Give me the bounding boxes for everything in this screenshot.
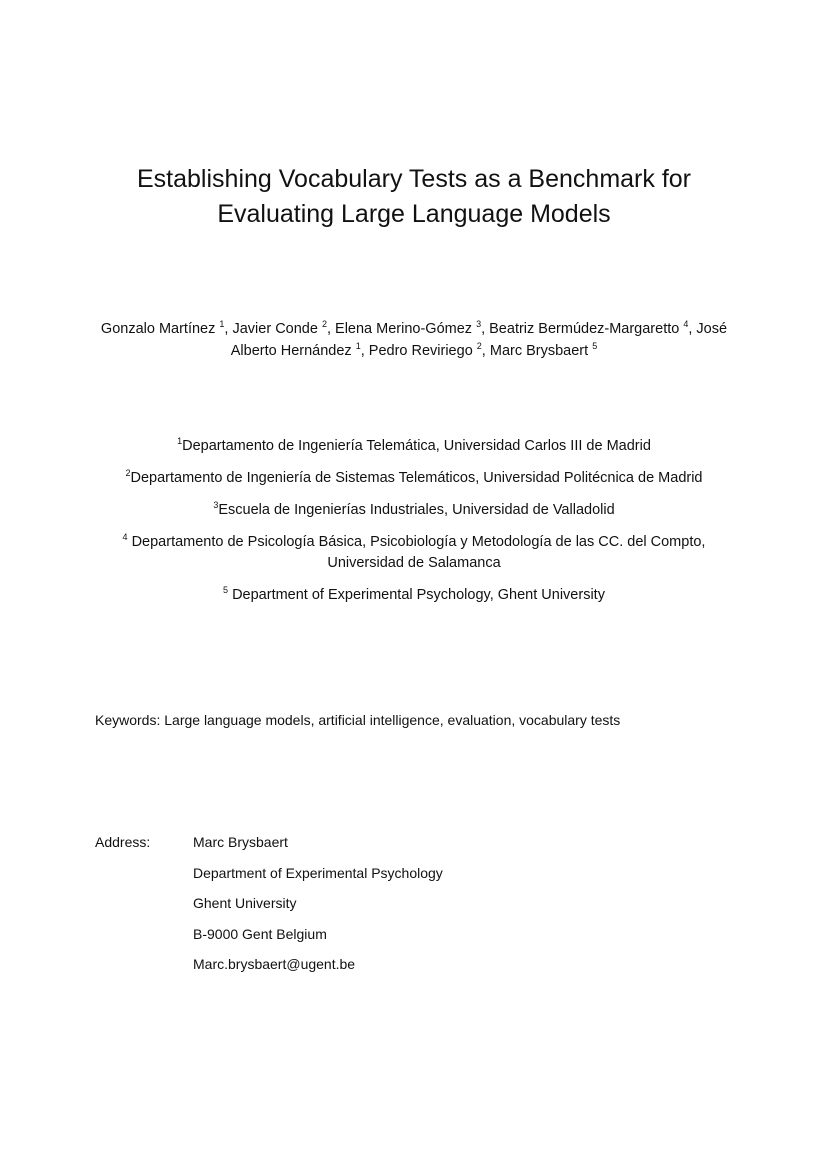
affiliation-marker: 3 <box>213 500 219 511</box>
author-affiliation-marker: 4 <box>683 319 689 330</box>
address-line: Marc Brysbaert <box>193 834 288 850</box>
affiliation-text-continued: Universidad de Salamanca <box>327 555 501 571</box>
affiliation-item <box>70 532 758 574</box>
author-name: Beatriz Bermúdez-Margaretto <box>489 321 684 337</box>
author-name: Gonzalo Martínez <box>100 321 220 337</box>
affiliation-text: Departamento de Ingeniería de Sistemas Telemáticos, Universidad Politécnica de Madrid <box>130 470 703 486</box>
affiliation-marker: 4 <box>122 532 128 543</box>
author-name: Javier Conde <box>232 321 322 337</box>
affiliation-marker: 1 <box>177 436 183 447</box>
author-name: Elena Merino-Gómez <box>335 321 477 337</box>
author-line-2 <box>70 340 758 362</box>
author-affiliation-marker: 1 <box>355 341 361 352</box>
author-separator: , <box>224 321 233 337</box>
author-affiliation-marker: 2 <box>321 319 327 330</box>
affiliation-item <box>70 436 758 457</box>
author-separator: , José <box>688 321 728 337</box>
author-name: Marc Brysbaert <box>489 343 593 359</box>
paper-title-line-1: Establishing Vocabulary Tests as a Benchmark for <box>137 164 691 193</box>
author-affiliation-marker: 3 <box>476 319 482 330</box>
affiliation-list <box>70 436 758 617</box>
author-name: Alberto Hernández <box>230 343 356 359</box>
affiliation-text: Escuela de Ingenierías Industriales, Universidad de Valladolid <box>218 502 615 518</box>
address-email[interactable]: Marc.brysbaert@ugent.be <box>193 956 356 972</box>
paper-title <box>0 162 828 232</box>
affiliation-text: Departamento de Ingeniería Telemática, Universidad Carlos III de Madrid <box>182 438 651 454</box>
keywords-line: Keywords: Large language models, artificial intelligence, evaluation, vocabulary tests <box>95 712 621 728</box>
author-affiliation-marker: 2 <box>476 341 482 352</box>
affiliation-item <box>70 585 758 606</box>
author-separator: , <box>360 343 369 359</box>
author-separator: , <box>481 321 490 337</box>
affiliation-item <box>70 468 758 489</box>
affiliation-marker: 5 <box>223 585 229 596</box>
address-lines <box>193 832 593 985</box>
address-line: Ghent University <box>193 895 297 911</box>
author-separator: , <box>481 343 490 359</box>
author-name: Pedro Reviriego <box>368 343 477 359</box>
address-label: Address: <box>95 834 151 850</box>
author-line-1 <box>70 318 758 340</box>
affiliation-item <box>70 500 758 521</box>
affiliation-marker: 2 <box>125 468 131 479</box>
affiliation-text: Departamento de Psicología Básica, Psicobiología y Metodología de las CC. del Compto, <box>127 534 706 550</box>
author-list <box>70 318 758 362</box>
paper-title-line-2: Evaluating Large Language Models <box>217 199 611 228</box>
author-affiliation-marker: 1 <box>219 319 225 330</box>
author-separator: , <box>326 321 336 337</box>
author-affiliation-marker: 5 <box>592 341 598 352</box>
address-line: B-9000 Gent Belgium <box>193 925 327 942</box>
address-line: Department of Experimental Psychology <box>193 864 443 881</box>
affiliation-text: Department of Experimental Psychology, Ghent University <box>228 587 605 603</box>
